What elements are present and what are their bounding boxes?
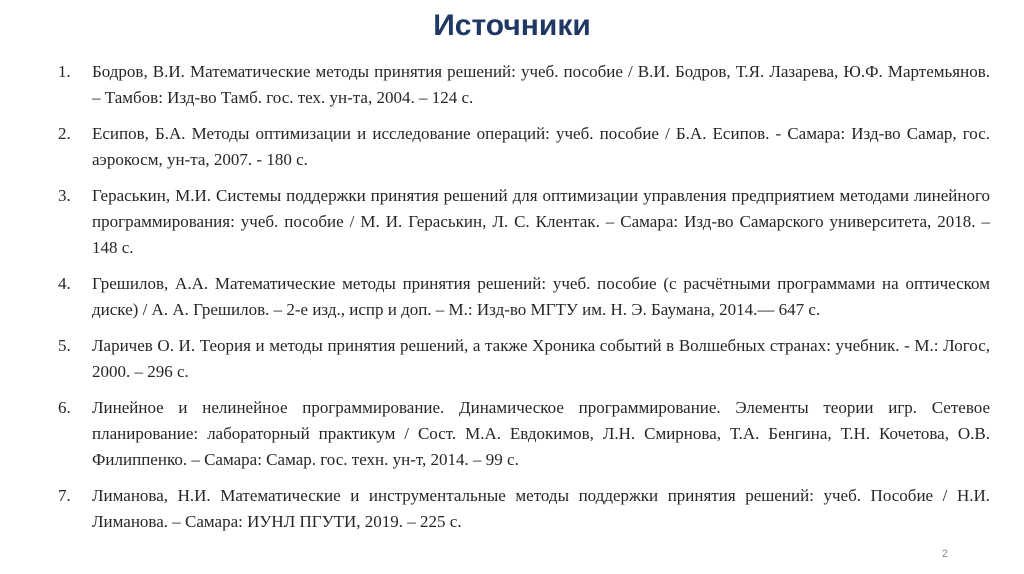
reference-item-6 <box>58 395 990 473</box>
reference-number: 4. <box>58 274 71 293</box>
reference-text: Грешилов, А.А. Математические методы принятия решений: учеб. пособие (с расчётными программами на оптическом диске) / А. А. Грешилов. – 2-е изд., испр и доп. – М.: Изд-во МГТУ им. Н. Э. Баумана, 2014.— 647 с. <box>92 274 990 319</box>
reference-number: 7. <box>58 486 71 505</box>
reference-number: 3. <box>58 186 71 205</box>
reference-text: Лиманова, Н.И. Математические и инструментальные методы поддержки принятия решений: учеб. Пособие / Н.И. Лиманова. – Самара: ИУНЛ ПГУТИ, 2019. – 225 с. <box>92 486 990 531</box>
reference-item-4 <box>58 271 990 323</box>
reference-item-2 <box>58 121 990 173</box>
page-number: 2 <box>941 548 948 560</box>
reference-number: 2. <box>58 124 71 143</box>
reference-text: Бодров, В.И. Математические методы принятия решений: учеб. пособие / В.И. Бодров, Т.Я. Лазарева, Ю.Ф. Мартемьянов. – Тамбов: Изд-во Тамб. гос. тех. ун-та, 2004. – 124 с. <box>92 62 990 107</box>
reference-number: 6. <box>58 398 71 417</box>
reference-item-3 <box>58 183 990 261</box>
reference-text: Гераськин, М.И. Системы поддержки принятия решений для оптимизации управления предприятием методами линейного программирования: учеб. пособие / М. И. Гераськин, Л. С. Клентак. – Самара: Изд-во Самарского университета, 2018. – 148 с. <box>92 186 990 257</box>
reference-item-5 <box>58 333 990 385</box>
reference-item-7 <box>58 483 990 535</box>
reference-text: Линейное и нелинейное программирование. Динамическое программирование. Элементы теории игр. Сетевое планирование: лабораторный практикум / Сост. М.А. Евдокимов, Л.Н. Смирнова, Т.А. Бенгина, Т.Н. Кочетова, О.В. Филиппенко. – Самара: Самар. гос. техн. ун-т, 2014. – 99 с. <box>92 398 990 469</box>
reference-list <box>58 59 990 545</box>
reference-item-1 <box>58 59 990 111</box>
reference-text: Есипов, Б.А. Методы оптимизации и исследование операций: учеб. пособие / Б.А. Есипов. - Самара: Изд-во Самар, гос. аэрокосм, ун-та, 2007. - 180 с. <box>92 124 990 169</box>
reference-number: 5. <box>58 336 71 355</box>
reference-number: 1. <box>58 62 71 81</box>
reference-text: Ларичев О. И. Теория и методы принятия решений, а также Хроника событий в Волшебных странах: учебник. - М.: Логос, 2000. – 296 с. <box>92 336 990 381</box>
slide-title: Источники <box>433 9 591 42</box>
